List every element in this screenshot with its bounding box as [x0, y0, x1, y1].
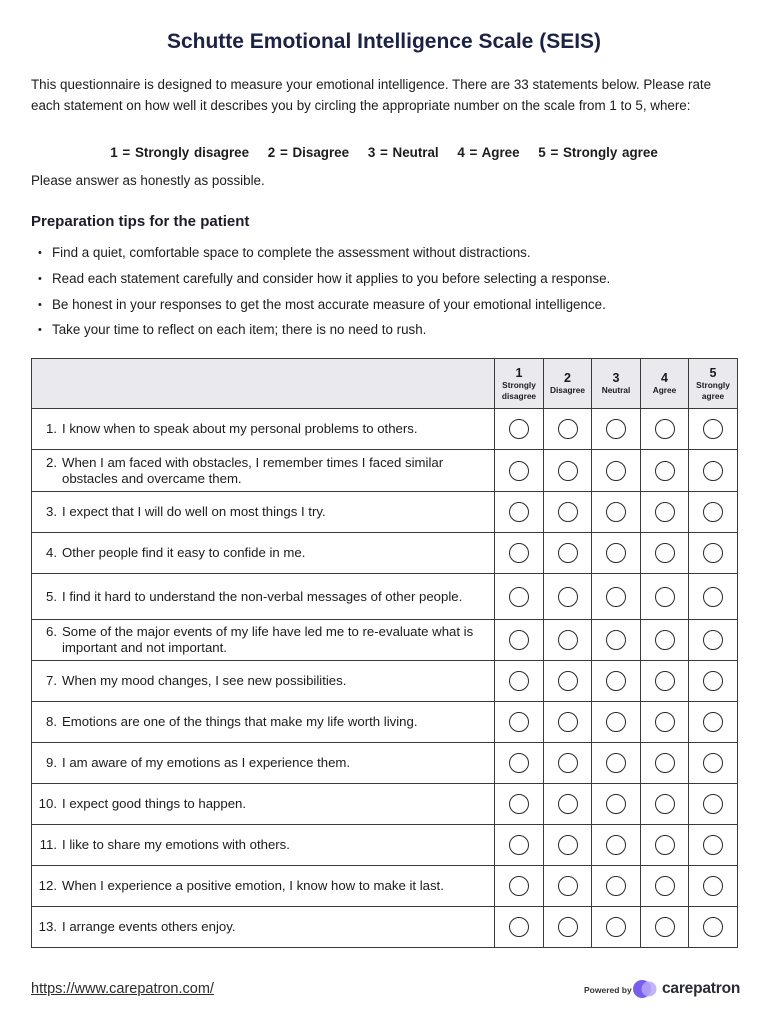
- statement-number: 1.: [46, 421, 57, 436]
- rating-radio-2[interactable]: [558, 794, 578, 814]
- rating-radio-4[interactable]: [655, 753, 675, 773]
- table-row: [32, 784, 738, 825]
- option-cell: [544, 866, 592, 907]
- rating-radio-4[interactable]: [655, 712, 675, 732]
- column-number: 2: [564, 371, 571, 385]
- table-row: [32, 825, 738, 866]
- scale-1: 1 = Strongly disagree: [110, 145, 250, 160]
- option-cell: [495, 907, 544, 948]
- option-cell: [592, 743, 641, 784]
- option-cell: [544, 825, 592, 866]
- option-cell: [641, 492, 689, 533]
- statement-cell: [32, 450, 495, 492]
- statement-cell: [32, 409, 495, 450]
- rating-radio-1[interactable]: [509, 753, 529, 773]
- statement-number: 9.: [46, 755, 57, 770]
- rating-radio-1[interactable]: [509, 917, 529, 937]
- option-cell: [495, 825, 544, 866]
- statement-number: 11.: [39, 837, 57, 852]
- option-cell: [544, 574, 592, 620]
- rating-radio-3[interactable]: [606, 876, 626, 896]
- statement-cell: [32, 574, 495, 620]
- column-number: 3: [612, 371, 620, 385]
- questionnaire-table: [31, 358, 738, 948]
- rating-radio-1[interactable]: [509, 587, 529, 607]
- statement-text: When my mood changes, I see new possibilities.: [62, 673, 347, 688]
- option-cell: [495, 409, 544, 450]
- option-cell: [641, 702, 689, 743]
- tip-item: • Take your time to reflect on each item; there is no need to rush.: [31, 320, 610, 346]
- rating-radio-5[interactable]: [703, 671, 723, 691]
- option-cell: [641, 866, 689, 907]
- statement-cell: [32, 620, 495, 661]
- page-title: Schutte Emotional Intelligence Scale (SEIS): [166, 30, 602, 53]
- column-header: [544, 359, 592, 409]
- rating-radio-5[interactable]: [703, 794, 723, 814]
- tip-item: • Find a quiet, comfortable space to complete the assessment without distractions.: [31, 243, 610, 269]
- table-row: [32, 409, 738, 450]
- statement-cell: [32, 492, 495, 533]
- honesty-note: Please answer as honestly as possible.: [31, 173, 265, 188]
- scale-4: 4 = Agree: [457, 145, 520, 160]
- statement-cell: [32, 907, 495, 948]
- statement-number: 6.: [46, 624, 57, 639]
- option-cell: [592, 661, 641, 702]
- option-cell: [641, 784, 689, 825]
- rating-radio-2[interactable]: [558, 753, 578, 773]
- rating-radio-5[interactable]: [703, 502, 723, 522]
- option-cell: [495, 533, 544, 574]
- brand-name: carepatron: [662, 980, 741, 997]
- statement-text: I find it hard to understand the non-verbal messages of other people.: [62, 588, 463, 604]
- option-cell: [544, 702, 592, 743]
- option-cell: [689, 743, 738, 784]
- tips-list: [31, 243, 610, 346]
- option-cell: [495, 743, 544, 784]
- option-cell: [544, 907, 592, 948]
- statement-number: 4.: [46, 545, 57, 560]
- statement-number: 5.: [46, 588, 57, 604]
- rating-radio-3[interactable]: [606, 461, 626, 481]
- rating-radio-1[interactable]: [509, 419, 529, 439]
- option-cell: [544, 620, 592, 661]
- rating-radio-5[interactable]: [703, 876, 723, 896]
- column-label: Neutral: [601, 385, 631, 395]
- rating-radio-2[interactable]: [558, 876, 578, 896]
- statement-cell: [32, 866, 495, 907]
- statement-number: 3.: [46, 504, 57, 519]
- rating-radio-5[interactable]: [703, 917, 723, 937]
- rating-radio-1[interactable]: [509, 543, 529, 563]
- option-cell: [495, 620, 544, 661]
- carepatron-logo-icon: [632, 978, 658, 1000]
- scale-2: 2 = Disagree: [267, 145, 350, 160]
- column-label: Strongly disagree: [501, 379, 537, 401]
- option-cell: [592, 533, 641, 574]
- option-cell: [641, 409, 689, 450]
- option-cell: [689, 409, 738, 450]
- rating-radio-1[interactable]: [509, 461, 529, 481]
- option-cell: [641, 907, 689, 948]
- option-cell: [689, 784, 738, 825]
- option-cell: [544, 661, 592, 702]
- column-number: 4: [661, 371, 668, 385]
- option-cell: [544, 743, 592, 784]
- option-cell: [592, 492, 641, 533]
- statement-header: [32, 359, 495, 409]
- rating-radio-4[interactable]: [655, 543, 675, 563]
- option-cell: [495, 450, 544, 492]
- rating-radio-2[interactable]: [558, 461, 578, 481]
- rating-radio-2[interactable]: [558, 587, 578, 607]
- statement-number: 8.: [46, 714, 57, 729]
- option-cell: [641, 661, 689, 702]
- rating-radio-4[interactable]: [655, 502, 675, 522]
- table-row: [32, 866, 738, 907]
- rating-radio-3[interactable]: [606, 835, 626, 855]
- column-label: Strongly agree: [696, 379, 730, 401]
- option-cell: [495, 784, 544, 825]
- rating-radio-3[interactable]: [606, 630, 626, 650]
- rating-radio-4[interactable]: [655, 461, 675, 481]
- rating-radio-2[interactable]: [558, 419, 578, 439]
- rating-radio-5[interactable]: [703, 712, 723, 732]
- rating-radio-3[interactable]: [606, 794, 626, 814]
- rating-radio-4[interactable]: [655, 876, 675, 896]
- option-cell: [495, 661, 544, 702]
- table-row: [32, 574, 738, 620]
- statement-text: Emotions are one of the things that make my life worth living.: [62, 714, 418, 729]
- option-cell: [544, 533, 592, 574]
- option-cell: [689, 661, 738, 702]
- scale-legend: [0, 145, 768, 160]
- rating-radio-5[interactable]: [703, 587, 723, 607]
- section-heading: Preparation tips for the patient: [31, 213, 250, 230]
- rating-radio-1[interactable]: [509, 794, 529, 814]
- option-cell: [495, 866, 544, 907]
- rating-radio-4[interactable]: [655, 917, 675, 937]
- column-label: Disagree: [549, 385, 586, 395]
- column-label: Agree: [652, 385, 677, 395]
- rating-radio-1[interactable]: [509, 835, 529, 855]
- option-cell: [495, 574, 544, 620]
- option-cell: [689, 533, 738, 574]
- statement-cell: [32, 743, 495, 784]
- rating-radio-1[interactable]: [509, 671, 529, 691]
- statement-number: 2.: [46, 454, 57, 470]
- option-cell: [592, 702, 641, 743]
- option-cell: [592, 409, 641, 450]
- rating-radio-4[interactable]: [655, 419, 675, 439]
- statement-number: 13.: [38, 919, 57, 934]
- option-cell: [641, 825, 689, 866]
- rating-radio-5[interactable]: [703, 543, 723, 563]
- rating-radio-3[interactable]: [606, 712, 626, 732]
- option-cell: [689, 866, 738, 907]
- rating-radio-2[interactable]: [558, 917, 578, 937]
- rating-radio-3[interactable]: [606, 502, 626, 522]
- option-cell: [641, 574, 689, 620]
- option-cell: [544, 492, 592, 533]
- option-cell: [689, 574, 738, 620]
- intro-paragraph: This questionnaire is designed to measure your emotional intelligence. There are 33 statements below. Please rate each statement on how well it describes you by circling the appropriate number on the scale from 1 to 5, where:: [31, 77, 712, 113]
- rating-radio-2[interactable]: [558, 835, 578, 855]
- column-number: 5: [709, 365, 717, 380]
- option-cell: [592, 784, 641, 825]
- rating-radio-5[interactable]: [703, 753, 723, 773]
- statement-number: 12.: [38, 878, 57, 893]
- rating-radio-1[interactable]: [509, 876, 529, 896]
- statement-number: 10.: [38, 796, 57, 811]
- option-cell: [592, 866, 641, 907]
- option-cell: [592, 620, 641, 661]
- option-cell: [641, 743, 689, 784]
- scale-3: 3 = Neutral: [367, 145, 439, 160]
- statement-text: Other people find it easy to confide in me.: [62, 545, 306, 560]
- rating-radio-1[interactable]: [509, 630, 529, 650]
- column-header: [592, 359, 641, 409]
- option-cell: [592, 907, 641, 948]
- statement-cell: [32, 661, 495, 702]
- rating-radio-3[interactable]: [606, 753, 626, 773]
- table-row: [32, 702, 738, 743]
- option-cell: [495, 492, 544, 533]
- statement-text: I know when to speak about my personal problems to others.: [62, 421, 418, 436]
- statement-text: I am aware of my emotions as I experience them.: [62, 755, 351, 770]
- column-header: [641, 359, 689, 409]
- rating-radio-4[interactable]: [655, 794, 675, 814]
- option-cell: [641, 533, 689, 574]
- table-row: [32, 533, 738, 574]
- rating-radio-5[interactable]: [703, 419, 723, 439]
- statement-number: 7.: [46, 673, 57, 688]
- table-row: [32, 907, 738, 948]
- option-cell: [689, 450, 738, 492]
- statement-cell: [32, 702, 495, 743]
- rating-radio-5[interactable]: [703, 835, 723, 855]
- rating-radio-3[interactable]: [606, 543, 626, 563]
- statement-cell: [32, 784, 495, 825]
- rating-radio-3[interactable]: [606, 419, 626, 439]
- rating-radio-1[interactable]: [509, 502, 529, 522]
- column-number: 1: [515, 365, 523, 380]
- option-cell: [592, 574, 641, 620]
- statement-cell: [32, 533, 495, 574]
- statement-text: Some of the major events of my life have led me to re-evaluate what is important and not important.: [62, 624, 474, 655]
- statement-cell: [32, 825, 495, 866]
- rating-radio-5[interactable]: [703, 630, 723, 650]
- rating-radio-4[interactable]: [655, 587, 675, 607]
- option-cell: [689, 620, 738, 661]
- option-cell: [544, 450, 592, 492]
- table-row: [32, 450, 738, 492]
- footer-link[interactable]: https://www.carepatron.com/: [31, 981, 214, 997]
- statement-text: I expect that I will do well on most things I try.: [62, 504, 326, 519]
- option-cell: [689, 907, 738, 948]
- statement-text: I like to share my emotions with others.: [62, 837, 290, 852]
- rating-radio-2[interactable]: [558, 712, 578, 732]
- table-row: [32, 661, 738, 702]
- rating-radio-3[interactable]: [606, 671, 626, 691]
- statement-text: I expect good things to happen.: [62, 796, 247, 811]
- rating-radio-2[interactable]: [558, 502, 578, 522]
- option-cell: [592, 825, 641, 866]
- rating-radio-2[interactable]: [558, 543, 578, 563]
- option-cell: [641, 620, 689, 661]
- rating-radio-4[interactable]: [655, 630, 675, 650]
- option-cell: [544, 784, 592, 825]
- table-row: [32, 620, 738, 661]
- tip-item: • Read each statement carefully and consider how it applies to you before selecting a response.: [31, 269, 610, 295]
- statement-text: When I experience a positive emotion, I know how to make it last.: [62, 878, 444, 893]
- option-cell: [689, 702, 738, 743]
- option-cell: [689, 825, 738, 866]
- column-header: [689, 359, 738, 409]
- table-row: [32, 492, 738, 533]
- rating-radio-1[interactable]: [509, 712, 529, 732]
- rating-radio-4[interactable]: [655, 671, 675, 691]
- option-cell: [544, 409, 592, 450]
- option-cell: [495, 702, 544, 743]
- column-header: [495, 359, 544, 409]
- rating-radio-2[interactable]: [558, 630, 578, 650]
- table-header-row: [32, 359, 738, 409]
- tip-item: • Be honest in your responses to get the most accurate measure of your emotional intelligence.: [31, 295, 610, 321]
- statement-text: I arrange events others enjoy.: [62, 919, 236, 934]
- rating-radio-2[interactable]: [558, 671, 578, 691]
- rating-radio-4[interactable]: [655, 835, 675, 855]
- rating-radio-5[interactable]: [703, 461, 723, 481]
- rating-radio-3[interactable]: [606, 587, 626, 607]
- table-row: [32, 743, 738, 784]
- scale-5: 5 = Strongly agree: [538, 145, 658, 160]
- option-cell: [689, 492, 738, 533]
- statement-text: When I am faced with obstacles, I remember times I faced similar obstacles and overcame them.: [62, 454, 444, 486]
- powered-by-label: Powered by: [584, 985, 632, 995]
- option-cell: [641, 450, 689, 492]
- rating-radio-3[interactable]: [606, 917, 626, 937]
- option-cell: [592, 450, 641, 492]
